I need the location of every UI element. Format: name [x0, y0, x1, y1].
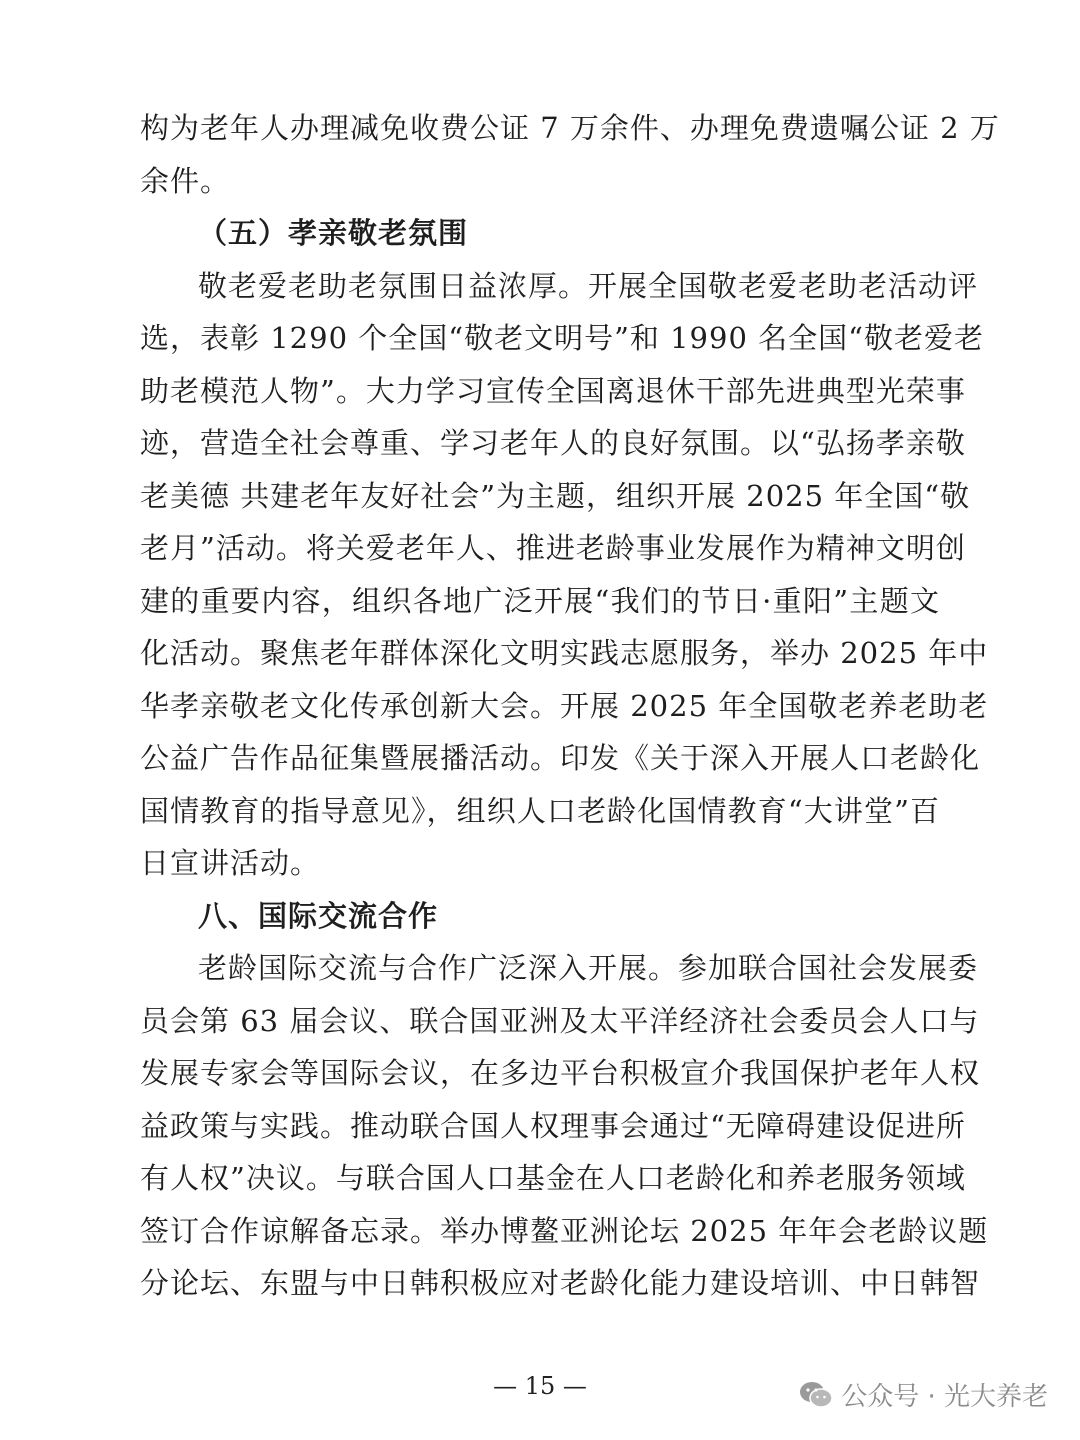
watermark: [799, 1376, 1048, 1413]
paragraph-line: 华孝亲敬老文化传承创新大会。开展 2025 年全国敬老养老助老: [140, 688, 989, 723]
document-body: [140, 102, 1000, 1310]
paragraph-line: 老美德 共建老年友好社会”为主题，组织开展 2025 年全国“敬: [140, 478, 971, 513]
paragraph-line: 老龄国际交流与合作广泛深入开展。参加联合国社会发展委: [198, 951, 979, 985]
paragraph-line: 公益广告作品征集暨展播活动。印发《关于深入开展人口老龄化: [140, 741, 981, 775]
paragraph-line: 敬老爱老助老氛围日益浓厚。开展全国敬老爱老助老活动评: [198, 268, 979, 303]
paragraph-line: 有人权”决议。与联合国人口基金在人口老龄化和养老服务领域: [140, 1161, 966, 1195]
watermark-text: 公众号 · 光大养老: [841, 1382, 1048, 1412]
page-number: — 15 —: [493, 1372, 587, 1400]
paragraph-line: 发展专家会等国际会议，在多边平台积极宣介我国保护老年人权: [140, 1056, 981, 1090]
paragraph-line: 助老模范人物”。大力学习宣传全国离退休干部先进典型光荣事: [140, 373, 966, 408]
paragraph-line: 老月”活动。将关爱老年人、推进老龄事业发展作为精神文明创: [140, 531, 966, 565]
paragraph-line: 签订合作谅解备忘录。举办博鳌亚洲论坛 2025 年年会老龄议题: [140, 1213, 989, 1248]
paragraph-line: 员会第 63 届会议、联合国亚洲及太平洋经济社会委员会人口与: [140, 1003, 980, 1038]
wechat-icon: [799, 1381, 833, 1409]
paragraph-line: 益政策与实践。推动联合国人权理事会通过“无障碍建设促进所: [140, 1108, 966, 1143]
section-heading: 八、国际交流合作: [198, 898, 439, 933]
paragraph-line: 分论坛、东盟与中日韩积极应对老龄化能力建设培训、中日韩智: [140, 1266, 981, 1300]
paragraph-line: 构为老年人办理减免收费公证 7 万余件、办理免费遗嘱公证 2 万: [140, 111, 1000, 145]
paragraph-line: 迹，营造全社会尊重、学习老年人的良好氛围。以“弘扬孝亲敬: [140, 426, 966, 460]
subsection-heading: （五）孝亲敬老氛围: [198, 216, 469, 250]
paragraph-line: 余件。: [140, 163, 231, 198]
paragraph-line: 选，表彰 1290 个全国“敬老文明号”和 1990 名全国“敬老爱老: [140, 321, 984, 355]
paragraph-line: 日宣讲活动。: [140, 846, 321, 880]
paragraph-line: 国情教育的指导意见》，组织人口老龄化国情教育“大讲堂”百: [140, 793, 940, 828]
paragraph-line: 建的重要内容，组织各地广泛开展“我们的节日·重阳”主题文: [140, 583, 940, 618]
paragraph-line: 化活动。聚焦老年群体深化文明实践志愿服务，举办 2025 年中: [140, 636, 989, 670]
